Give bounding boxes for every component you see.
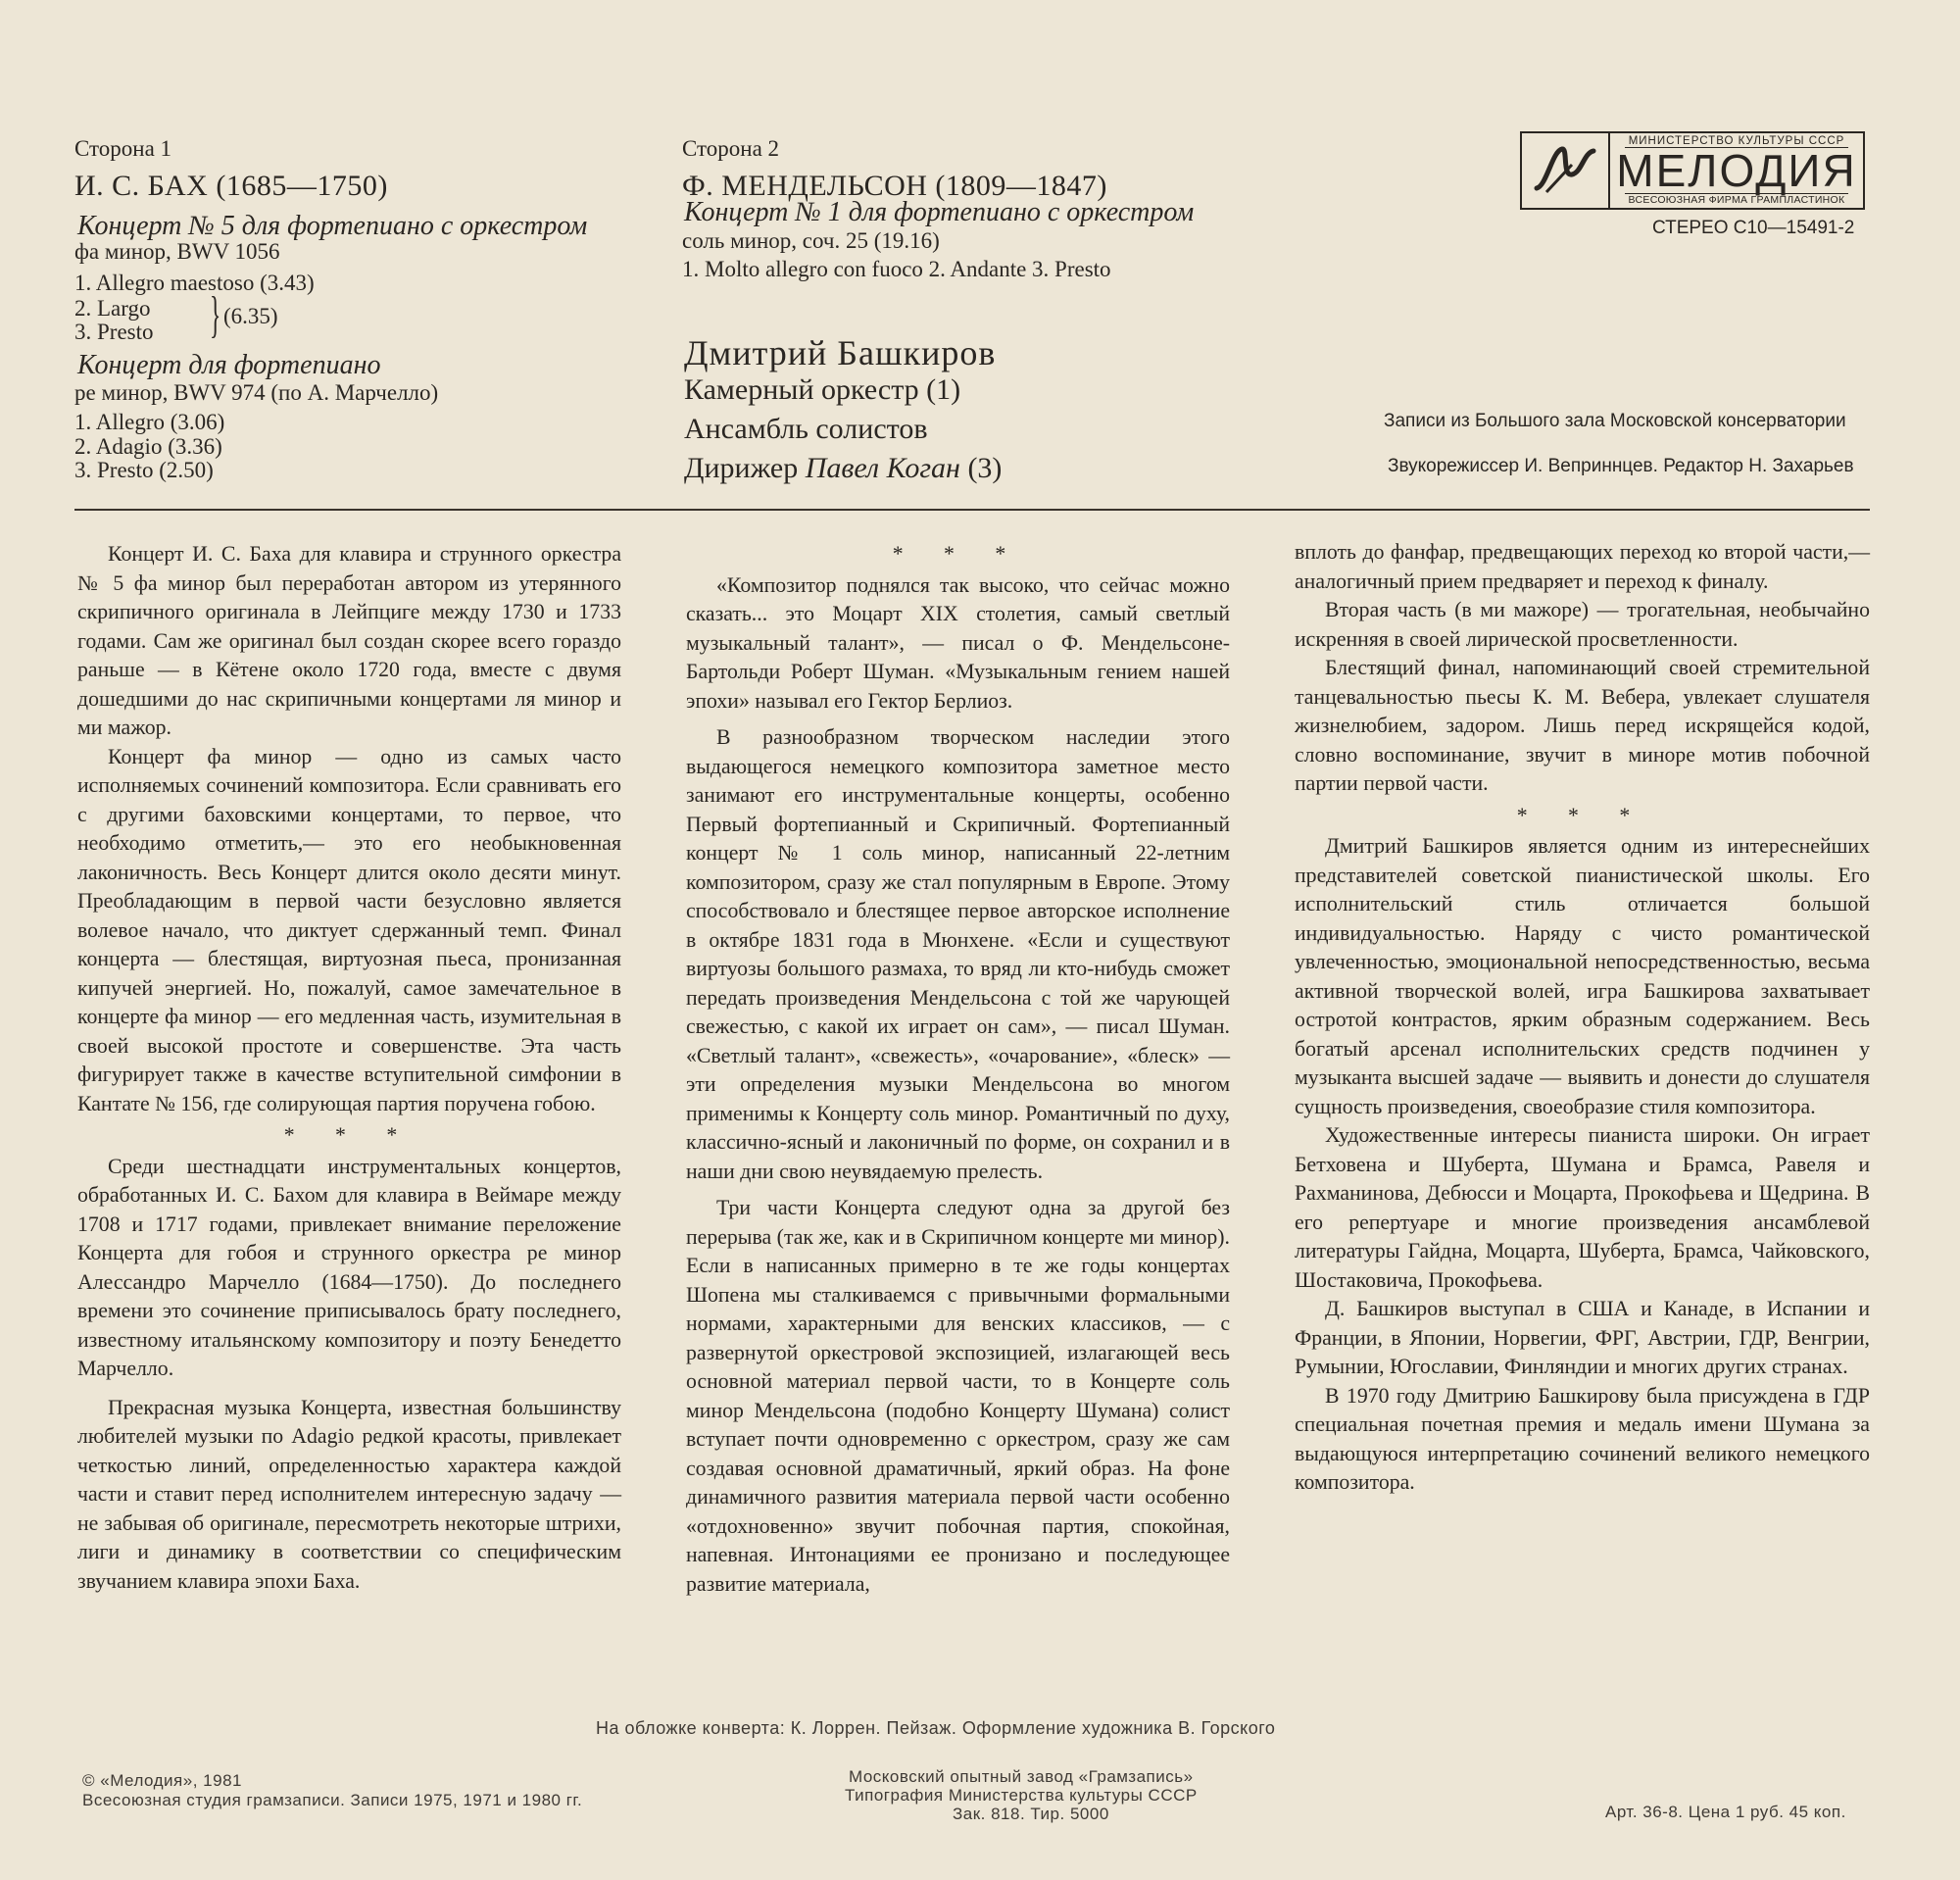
text-column-2 <box>686 540 1230 1599</box>
side1-work1-track1: 1. Allegro maestoso (3.43) <box>74 271 315 295</box>
side2-work-key: соль минор, соч. 25 (19.16) <box>682 228 940 253</box>
footer-copyright: © «Мелодия», 1981 <box>82 1771 242 1790</box>
melodiya-logo <box>1520 131 1865 210</box>
logo-text <box>1610 133 1863 208</box>
logo-main-text: МЕЛОДИЯ <box>1616 145 1857 196</box>
col2-paragraph-3: Три части Концерта следуют одна за другой без перерыва (так же, как и в Скрипичном концерте ми минор). Если в написанных примерно в те же годы концертах Шопена мы сталкиваемся с привычными формальными нормами, характерными для венских классиков, — с развернутой оркестровой экспозицией, излагающей весь основной материал первой части, то в Концерте соль минор Мендельсона (подобно Концерту Шумана) солист вступает почти одновременно с оркестром, сразу же сам создавая основной драматичный, яркий образ. На фоне динамичного развития материала первой части особенно «отдохновенно» звучит побочная партия, спокойная, напевная. Интонациями ее пронизано и последующее развитие материала, <box>686 1196 1230 1596</box>
catalog-number: СТЕРЕО С10—15491-2 <box>1652 218 1855 238</box>
footer-order: Зак. 818. Тир. 5000 <box>953 1805 1109 1823</box>
side1-work1-title: Концерт № 5 для фортепиано с оркестром <box>77 211 588 241</box>
recording-venue: Записи из Большого зала Московской консерватории <box>1384 411 1846 431</box>
text-column-1 <box>77 540 621 1596</box>
side1-work2-title: Концерт для фортепиано <box>77 350 381 380</box>
performer-conductor <box>684 450 1002 487</box>
side1-work1-track2: 2. Largo <box>74 296 151 321</box>
section-separator: * * * <box>892 542 1024 566</box>
side1-work1-key: фа минор, BWV 1056 <box>74 239 280 264</box>
side1-work2-track2: 2. Adagio (3.36) <box>74 434 222 459</box>
col3-paragraph-6: Д. Башкиров выступал в США и Канаде, в Испании и Франции, в Японии, Норвегии, ФРГ, Австрии, ГДР, Венгрии, Румынии, Югославии, Финляндии и многих других странах. <box>1295 1297 1870 1378</box>
text-column-3 <box>1295 538 1870 1498</box>
col1-paragraph-3: Среди шестнадцати инструментальных концертов, обработанных И. С. Бахом для клавира в Веймаре между 1708 и 1717 годами, привлекает внимание переложение Концерта для гобоя и струнного оркестра ре минор Алессандро Марчелло (1684—1750). До последнего времени это сочинение приписывалось брату последнего, известному итальянскому композитору и поэту Бенедетто Марчелло. <box>77 1154 621 1380</box>
side1-composer: И. С. БАХ (1685—1750) <box>74 170 388 202</box>
col3-paragraph-3: Блестящий финал, напоминающий своей стремительной танцевальностью пьесы К. М. Вебера, увлекает слушателя жизнелюбием, задором. Лишь перед искрящейся кодой, словно воспоминание, звучит в миноре мотив побочной партии первой части. <box>1295 656 1870 795</box>
footer-studio: Всесоюзная студия грамзаписи. Записи 1975, 1971 и 1980 гг. <box>82 1791 583 1809</box>
performer-line-1: Камерный оркестр (1) <box>684 373 961 406</box>
performer-name: Дмитрий Башкиров <box>684 333 997 372</box>
conductor-label: Дирижер <box>684 452 799 484</box>
side2-composer: Ф. МЕНДЕЛЬСОН (1809—1847) <box>682 170 1107 202</box>
section-separator: * * * <box>283 1123 416 1147</box>
col3-paragraph-4: Дмитрий Башкиров является одним из интереснейших представителей советской пианистической школы. Его исполнительский стиль отличается большой индивидуальностью. Наряду с чисто романтической увлеченностью, эмоциональной непосредственностью, весьма активной творческой волей, игра Башкирова захватывает остротой контрастов, ярким образным содержанием. Весь богатый арсенал исполнительских средств подчинен у музыканта высшей задаче — выявить и донести до слушателя сущность произведения, своеобразие стиля композитора. <box>1295 834 1870 1118</box>
performer-line-2: Ансамбль солистов <box>684 413 928 445</box>
col3-paragraph-5: Художественные интересы пианиста широки. Он играет Бетховена и Шуберта, Шумана и Брамса, Равеля и Рахманинова, Дебюсси и Моцарта, Прокофьева и Щедрина. В его репертуаре и многие произведения ансамблевой литературы Гайдна, Моцарта, Шуберта, Брамса, Чайковского, Шостаковича, Прокофьева. <box>1295 1123 1870 1292</box>
col1-paragraph-2: Концерт фа минор — одно из самых часто исполняемых сочинений композитора. Если сравнивать его с другими баховскими концертами, то первое, что необходимо отметить,— это его необыкновенная лаконичность. Весь Концерт длится около десяти минут. Преобладающим в первой части безусловно является волевое начало, что диктует сдержанный темп. Финал концерта — блестящая, виртуозная пьеса, пронизанная кипучей энергией. Но, пожалуй, самое замечательное в концерте фа минор — его медленная часть, изумительная в своей высокой простоте и совершенстве. Эта часть фигурирует также в качестве вступительной симфонии в Кантате № 156, где солирующая партия поручена гобою. <box>77 744 621 1115</box>
conductor-name: Павел Коган <box>805 452 960 484</box>
side1-work2-track3: 3. Presto (2.50) <box>74 458 214 482</box>
col3-paragraph-7: В 1970 году Дмитрию Башкирову была присуждена в ГДР специальная почетная премия и медаль имени Шумана за выдающуюся интерпретацию сочинений великого немецкого композитора. <box>1295 1383 1870 1494</box>
footer-price: Арт. 36-8. Цена 1 руб. 45 коп. <box>1605 1803 1846 1821</box>
side1-work1-track23-time: (6.35) <box>223 304 278 328</box>
col3-paragraph-2: Вторая часть (в ми мажоре) — трогательная, необычайно искренняя в своей лирической просветленности. <box>1295 598 1870 651</box>
col2-paragraph-2: В разнообразном творческом наследии этого выдающегося немецкого композитора заметное место занимают его инструментальные концерты, особенно Первый фортепианный и Скрипичный. Фортепианный концерт № 1 соль минор, написанный 22-летним композитором, сразу же стал популярным в Европе. Этому способствовало и блестящее первое авторское исполнение в октябре 1831 года в Мюнхене. «Если и существуют виртуозы большого размаха, то вряд ли кто-нибудь сможет передать произведения Мендельсона с той же чарующей свежестью, с какой их играет он сам», — писал Шуман. «Светлый талант», «свежесть», «очарование», «блеск» — эти определения музыки Мендельсона во многом применимы к Концерту соль минор. Романтичный по духу, классично-ясный и лаконичный по форме, он сохранил и в наши дни свою неувядаемую прелесть. <box>686 725 1230 1183</box>
production-credits: Звукорежиссер И. Веприннцев. Редактор Н. Захарьев <box>1388 456 1854 476</box>
side1-work2-key: ре минор, BWV 974 (по А. Марчелло) <box>74 380 439 405</box>
logo-top-text: МИНИСТЕРСТВО КУЛЬТУРЫ СССР <box>1625 135 1849 148</box>
section-separator: * * * <box>1516 803 1648 827</box>
col1-paragraph-4: Прекрасная музыка Концерта, известная большинству любителей музыки по Adagio редкой красоты, привлекает четкостью линий, определенностью характера каждой части и ставит перед исполнителем интересную задачу — не забывая об оригинале, пересмотреть некоторые штрихи, лиги и динамику в соответствии со специфическим звучанием клавира эпохи Баха. <box>77 1395 621 1593</box>
col2-paragraph-1: «Композитор поднялся так высоко, что сейчас можно сказать... это Моцарт XIX столетия, самый светлый музыкальный талант», — писал о Ф. Мендельсоне-Бартольди Роберт Шуман. «Музыкальным гением нашей эпохи» называл его Гектор Берлиоз. <box>686 572 1230 713</box>
side2-tracks: 1. Molto allegro con fuoco 2. Andante 3. Presto <box>682 257 1111 281</box>
cover-note: На обложке конверта: К. Лоррен. Пейзаж. Оформление художника В. Горского <box>596 1718 1276 1738</box>
footer-plant: Московский опытный завод «Грамзапись» <box>849 1767 1194 1786</box>
logo-bottom-text: ВСЕСОЮЗНАЯ ФИРМА ГРАМПЛАСТИНОК <box>1625 193 1849 206</box>
track-brace: } <box>210 287 221 343</box>
melodiya-emblem-icon <box>1522 133 1610 208</box>
side2-label: Сторона 2 <box>682 136 780 161</box>
side1-work1-track3: 3. Presto <box>74 320 154 344</box>
col1-paragraph-1: Концерт И. С. Баха для клавира и струнного оркестра № 5 фа минор был переработан автором из утерянного скрипичного оригинала в Лейпциге между 1730 и 1733 годами. Сам же оригинал был создан скорее всего гораздо раньше — в Кётене около 1720 года, вместе с двумя дошедшими до нас скрипичными концертами ля минор и ми мажор. <box>77 542 621 739</box>
conductor-num: (3) <box>967 452 1003 484</box>
footer-printer: Типография Министерства культуры СССР <box>845 1786 1198 1805</box>
side1-work2-track1: 1. Allegro (3.06) <box>74 410 225 434</box>
side1-label: Сторона 1 <box>74 136 172 161</box>
header-divider <box>74 509 1870 511</box>
side2-work-title: Концерт № 1 для фортепиано с оркестром <box>684 197 1195 227</box>
col3-paragraph-1: вплоть до фанфар, предвещающих переход ко второй части,— аналогичный прием предваряет и переход к финалу. <box>1295 540 1870 593</box>
